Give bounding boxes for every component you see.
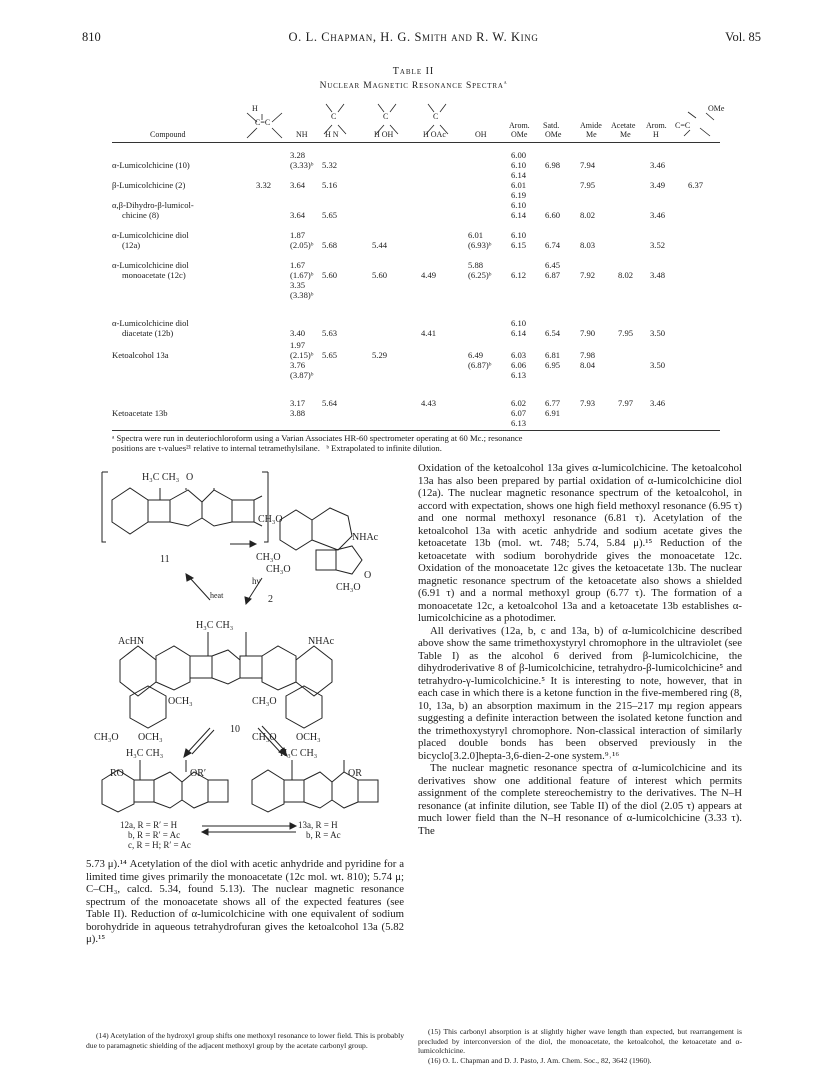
table-subtitle: Nuclear Magnetic Resonance Spectra$^a$: [319, 80, 508, 92]
table-cell-hn: 5.65: [322, 210, 338, 220]
th-oh: OH: [475, 130, 487, 139]
table-cell-cc2: 6.37: [688, 180, 704, 190]
table-cell-aromh: 3.49: [650, 180, 666, 190]
table-footnote-a: ᵃ Spectra were run in deuteriochloroform using a Varian Associates HR-60 spectrometer operating at 60 Mc.; resonance: [112, 433, 523, 443]
table-cell-nh: 3.35: [290, 280, 306, 290]
table-footnote-a2: positions are τ-values²¹ relative to internal tetramethylsilane. ᵇ Extrapolated to infinite dilution.: [112, 443, 442, 453]
lbl-12-ro: RO: [110, 768, 124, 779]
lbl-10-nhac: NHAc: [308, 636, 335, 647]
table-cell-amide: 8.02: [580, 210, 596, 220]
table-cell-satd: 6.45: [545, 260, 561, 270]
table-cell-satd: 6.60: [545, 210, 561, 220]
table-cell-hn: 5.65: [322, 350, 338, 360]
table-cell-nh: 1.67: [290, 260, 306, 270]
table-cell-amide: 7.95: [580, 180, 596, 190]
lbl-2-o: O: [364, 570, 372, 581]
table-cell-hn: 5.64: [322, 398, 338, 408]
table-cell-arom: 6.14: [511, 170, 527, 180]
table-cell-amide: 8.04: [580, 360, 596, 370]
compound-name: monoacetate (12c): [122, 270, 186, 280]
table-cell-arom: 6.15: [511, 240, 527, 250]
th-compound: Compound: [150, 130, 186, 139]
compound-name: α-Lumicolchicine (10): [112, 160, 190, 170]
table-cell-arom: 6.10: [511, 160, 527, 170]
footnote-16: (16) O. L. Chapman and D. J. Pasto, J. Am. Chem. Soc., 82, 3642 (1960).: [428, 1055, 652, 1065]
lbl-10-ch3o-2: CH₃O: [94, 732, 119, 743]
th-c2: C: [383, 112, 389, 121]
th-nh: NH: [296, 130, 308, 139]
lbl-2-ch3o-1: CH₃O: [258, 514, 283, 525]
table-cell-arom: 6.10: [511, 318, 527, 328]
lbl-2: 2: [268, 594, 273, 605]
table-cell-oh: (6.25)ᵇ: [468, 270, 492, 280]
lbl-2-ch3o-4: CH₃O: [336, 582, 361, 593]
lbl-2-ch3o-2: CH₃O: [256, 552, 281, 563]
lbl-13-h3c: H₃C CH₃: [280, 748, 318, 759]
table-cell-arom: 6.02: [511, 398, 527, 408]
table-cell-nh: 1.87: [290, 230, 306, 240]
table-cell-arom: 6.01: [511, 180, 527, 190]
table-cell-aromh: 3.48: [650, 270, 666, 280]
compound-name: Ketoalcohol 13a: [112, 350, 169, 360]
table-title: Table II: [392, 66, 435, 77]
table-cell-aromh: 3.46: [650, 160, 666, 170]
lbl-10-ch3o-1: CH₃O: [252, 696, 277, 707]
lbl-10-achn: AcHN: [118, 636, 145, 647]
th-hoh: H OH: [374, 130, 394, 139]
table-cell-satd: 6.77: [545, 398, 561, 408]
table-cell-satd: 6.74: [545, 240, 561, 250]
right-paragraph-1: Oxidation of the ketoalcohol 13a gives α-lumicolchicine. The ketoalcohol 13a has also been prepared by partial oxidation of α-lumicolchicine diol (12a). The nuclear magnetic resonance spectrum of the ketoalcohol, in accord with expectation, shows one high field methoxyl resonance (6.95 τ) and one normal methoxyl resonance (6.81 τ). Acetylation of the ketoalcohol 13a with acetic anhydride and sodium acetate gives the ketoacetate 13b (mol. wt. 748; 5.74, 5.84 μ).¹⁵ Reduction of the ketoacetate with sodium borohydride gives the monoacetate 12c. Oxidation of the monoacetate 12c gives the ketoacetate 13b. The nuclear magnetic resonance spectrum of the ketoacetate also shows a shielded (6.91 τ) and a normal methoxyl group (6.77 τ). The formation of a monoacetate 12c, a ketoalcohol 13a and a ketoacetate 13b establishes α-lumicolchicine as a photodimer.: [418, 462, 742, 624]
table-cell-amide: 7.94: [580, 160, 596, 170]
th-c3: C: [433, 112, 439, 121]
table-cell-arom: 6.13: [511, 370, 527, 380]
table-cell-satd: 6.91: [545, 408, 561, 418]
table-cell-acetate: 8.02: [618, 270, 634, 280]
table-cell-nh: 3.28: [290, 150, 306, 160]
table-cell-hoh: 5.44: [372, 240, 388, 250]
reaction-scheme: [90, 460, 410, 850]
table-cell-oh: 6.01: [468, 230, 484, 240]
right-paragraph-2: All derivatives (12a, b, c and 13a, b) of α-lumicolchicine described above show the same trimethoxystyryl chromophore in the ultraviolet (see Table I) as the alcohol 6 derived from β-lumicolchicine, the dihydroderivative 8 of β-lumicolchicine, tetrahydro-β-lumicolchicine⁵ and tetrahydro-γ-lumicolchicine.⁵ It is interesting to note, however, that in each case in which there is a ketone function in the five-membered ring (8, 10, 13a, b) an absorption maximum in the 215–217 mμ region appears suggesting a definite interaction between the isolated ketone function and the trimethoxystyryl chromophore. Non-classical interaction of similarly placed double bonds has been observed previously in the bicyclo[3.2.0]hepta-3,6-dien-2-one system.⁹˒¹⁶: [418, 624, 742, 762]
table-cell-aromh: 3.50: [650, 328, 666, 338]
table-cell-arom: 6.06: [511, 360, 527, 370]
compound-name: α-Lumicolchicine diol: [112, 318, 189, 328]
footnotes-15-16: [418, 1027, 742, 1065]
table-cell-cc: 3.32: [256, 180, 272, 190]
table-cell-arom: 6.07: [511, 408, 527, 418]
table-cell-oh: 6.49: [468, 350, 484, 360]
compound-name: β-Lumicolchicine (2): [112, 180, 186, 190]
legend-13a: 13a, R = H: [298, 820, 338, 830]
table-cell-oh: (6.87)ᵇ: [468, 360, 492, 370]
table-cell-arom: 6.14: [511, 328, 527, 338]
left-paragraph: 5.73 μ).¹⁴ Acetylation of the diol with acetic anhydride and pyridine for a limited time gives primarily the monoacetate (12c mol. wt. 810); 5.74 μ; C–CH₃, calcd. 5.34, found 5.13). The nuclear magnetic resonance spectrum of the monoacetate shows all of the expected features (see Table II). Reduction of α-lumicolchicine with one equivalent of sodium borohydride in aqueous tetrahydrofuran gives the ketoalcohol 13a (5.82 μ).¹⁵: [86, 858, 404, 945]
legend-12c: c, R = H; R′ = Ac: [128, 840, 191, 850]
lbl-10-och3-1: OCH₃: [168, 696, 193, 707]
table-cell-arom: 6.13: [511, 418, 527, 428]
table-cell-nh: 3.64: [290, 180, 306, 190]
lbl-hv: hν: [252, 576, 261, 586]
table-header-bonds: [0, 0, 827, 160]
table-cell-hoh: 5.60: [372, 270, 388, 280]
table-cell-nh: 3.76: [290, 360, 306, 370]
lbl-10: 10: [230, 724, 240, 735]
lbl-11-h3c: H₃C CH₃: [142, 472, 180, 483]
volume-label: Vol. 85: [725, 30, 761, 44]
lbl-12-or: OR′: [190, 768, 207, 779]
table-cell-nh: (2.15)ᵇ: [290, 350, 314, 360]
table-cell-nh: 1.97: [290, 340, 306, 350]
table-cell-satd: 6.98: [545, 160, 561, 170]
footnote-15: (15) This carbonyl absorption is at slightly higher wave length than expected, but rearrangement is precluded by interconversion of the diol, the monoacetate, the ketoalcohol, the ketoacetate and α-lumicolchicine.: [418, 1027, 742, 1056]
compound-name: (12a): [122, 240, 141, 250]
table-cell-nh: (2.05)ᵇ: [290, 240, 314, 250]
table-cell-amide: 8.03: [580, 240, 596, 250]
right-column-text: [418, 462, 742, 837]
table-cell-arom: 6.12: [511, 270, 527, 280]
table-cell-nh: (3.33)ᵇ: [290, 160, 314, 170]
table-cell-nh: 3.40: [290, 328, 306, 338]
table-cell-arom: 6.19: [511, 190, 527, 200]
th-amide-me: Me: [586, 130, 597, 139]
page-number: 810: [82, 30, 101, 44]
lbl-11-o: O: [186, 472, 194, 483]
table-cell-oh: 5.88: [468, 260, 484, 270]
th-c1: C: [331, 112, 337, 121]
table-cell-arom: 6.00: [511, 150, 527, 160]
table-cell-amide: 7.92: [580, 270, 596, 280]
table-cell-nh: (3.87)ᵇ: [290, 370, 314, 380]
table-cell-hn: 5.32: [322, 160, 338, 170]
th-satd-ome: OMe: [545, 130, 562, 139]
table-cell-hn: 5.60: [322, 270, 338, 280]
lbl-10-och3-2: OCH₃: [138, 732, 163, 743]
th-hoac: H OAc: [423, 130, 446, 139]
left-column-text: [86, 858, 404, 946]
table-cell-nh: 3.88: [290, 408, 306, 418]
th-aromh-h: H: [653, 130, 659, 139]
lbl-heat: heat: [210, 591, 224, 600]
table-cell-satd: 6.95: [545, 360, 561, 370]
table-cell-nh: 3.64: [290, 210, 306, 220]
compound-name: diacetate (12b): [122, 328, 174, 338]
th-acetate-me: Me: [620, 130, 631, 139]
lbl-2-ch3o-3: CH₃O: [266, 564, 291, 575]
compound-name: α-Lumicolchicine diol: [112, 260, 189, 270]
table-cell-arom: 6.10: [511, 230, 527, 240]
table-cell-amide: 7.93: [580, 398, 596, 408]
table-cell-satd: 6.87: [545, 270, 561, 280]
lbl-10-ch3o-3: CH₃O: [252, 732, 277, 743]
table-cell-aromh: 3.52: [650, 240, 666, 250]
table-cell-aromh: 3.46: [650, 398, 666, 408]
footnote-14: (14) Acetylation of the hydroxyl group shifts one methoxyl resonance to lower field. This is probably due to paramagnetic shielding of the adjacent methoxyl group by the acetate carbonyl group.: [86, 1031, 404, 1050]
th-h: H: [252, 104, 258, 113]
table-cell-satd: 6.54: [545, 328, 561, 338]
table-cell-hoac: 4.49: [421, 270, 437, 280]
th-amide: Amide: [580, 121, 602, 130]
table-cell-hn: 5.68: [322, 240, 338, 250]
th-aromh: Arom.: [646, 121, 667, 130]
lbl-12-h3c: H₃C CH₃: [126, 748, 164, 759]
table-cell-hn: 5.16: [322, 180, 338, 190]
compound-name: Ketoacetate 13b: [112, 408, 168, 418]
lbl-13-or: OR: [348, 768, 362, 779]
compound-name: chicine (8): [122, 210, 159, 220]
th-arom: Arom.: [509, 121, 530, 130]
table-cell-nh: (1.67)ᵇ: [290, 270, 314, 280]
table-cell-arom: 6.14: [511, 210, 527, 220]
th-arom-ome: OMe: [511, 130, 528, 139]
table-cell-hoac: 4.41: [421, 328, 437, 338]
th-ome: OMe: [708, 104, 725, 113]
legend-13b: b, R = Ac: [306, 830, 341, 840]
th-acetate: Acetate: [611, 121, 636, 130]
legend-12b: b, R = R′ = Ac: [128, 830, 181, 840]
table-cell-hoh: 5.29: [372, 350, 388, 360]
table-cell-arom: 6.03: [511, 350, 527, 360]
th-cc2: C=C: [675, 121, 691, 130]
table-cell-acetate: 7.97: [618, 398, 634, 408]
th-satd: Satd.: [543, 121, 560, 130]
table-rule-bottom: [112, 430, 720, 431]
table-cell-satd: 6.81: [545, 350, 561, 360]
table-cell-hoac: 4.43: [421, 398, 437, 408]
table-rule-top: [112, 142, 720, 143]
compound-name: α,β-Dihydro-β-lumicol-: [112, 200, 194, 210]
table-cell-nh: (3.38)ᵇ: [290, 290, 314, 300]
th-hn: H N: [325, 130, 339, 139]
table-cell-amide: 7.98: [580, 350, 596, 360]
table-cell-aromh: 3.50: [650, 360, 666, 370]
right-paragraph-3: The nuclear magnetic resonance spectra of α-lumicolchicine and its derivatives show one additional feature of interest which permits assignment of the complete stereochemistry to the derivatives. The N–H resonance (at infinite dilution, see Table II) of the diol (2.05 τ) appears at much lower field than the N–H resonance of α-lumicolchicine (3.33 τ). The: [418, 762, 742, 837]
table-cell-oh: (6.93)ᵇ: [468, 240, 492, 250]
compound-name: α-Lumicolchicine diol: [112, 230, 189, 240]
table-cell-hn: 5.63: [322, 328, 338, 338]
table-cell-amide: 7.90: [580, 328, 596, 338]
table-cell-aromh: 3.46: [650, 210, 666, 220]
legend-12a: 12a, R = R′ = H: [120, 820, 178, 830]
lbl-11: 11: [160, 554, 170, 565]
th-cc: C=C: [255, 118, 271, 127]
table-cell-nh: 3.17: [290, 398, 306, 408]
table-cell-arom: 6.10: [511, 200, 527, 210]
lbl-10-h3c: H₃C CH₃: [196, 620, 234, 631]
lbl-10-och3-3: OCH₃: [296, 732, 321, 743]
table-cell-acetate: 7.95: [618, 328, 634, 338]
lbl-2-nhac: NHAc: [352, 532, 379, 543]
running-authors: O. L. Chapman, H. G. Smith and R. W. King: [288, 30, 539, 44]
